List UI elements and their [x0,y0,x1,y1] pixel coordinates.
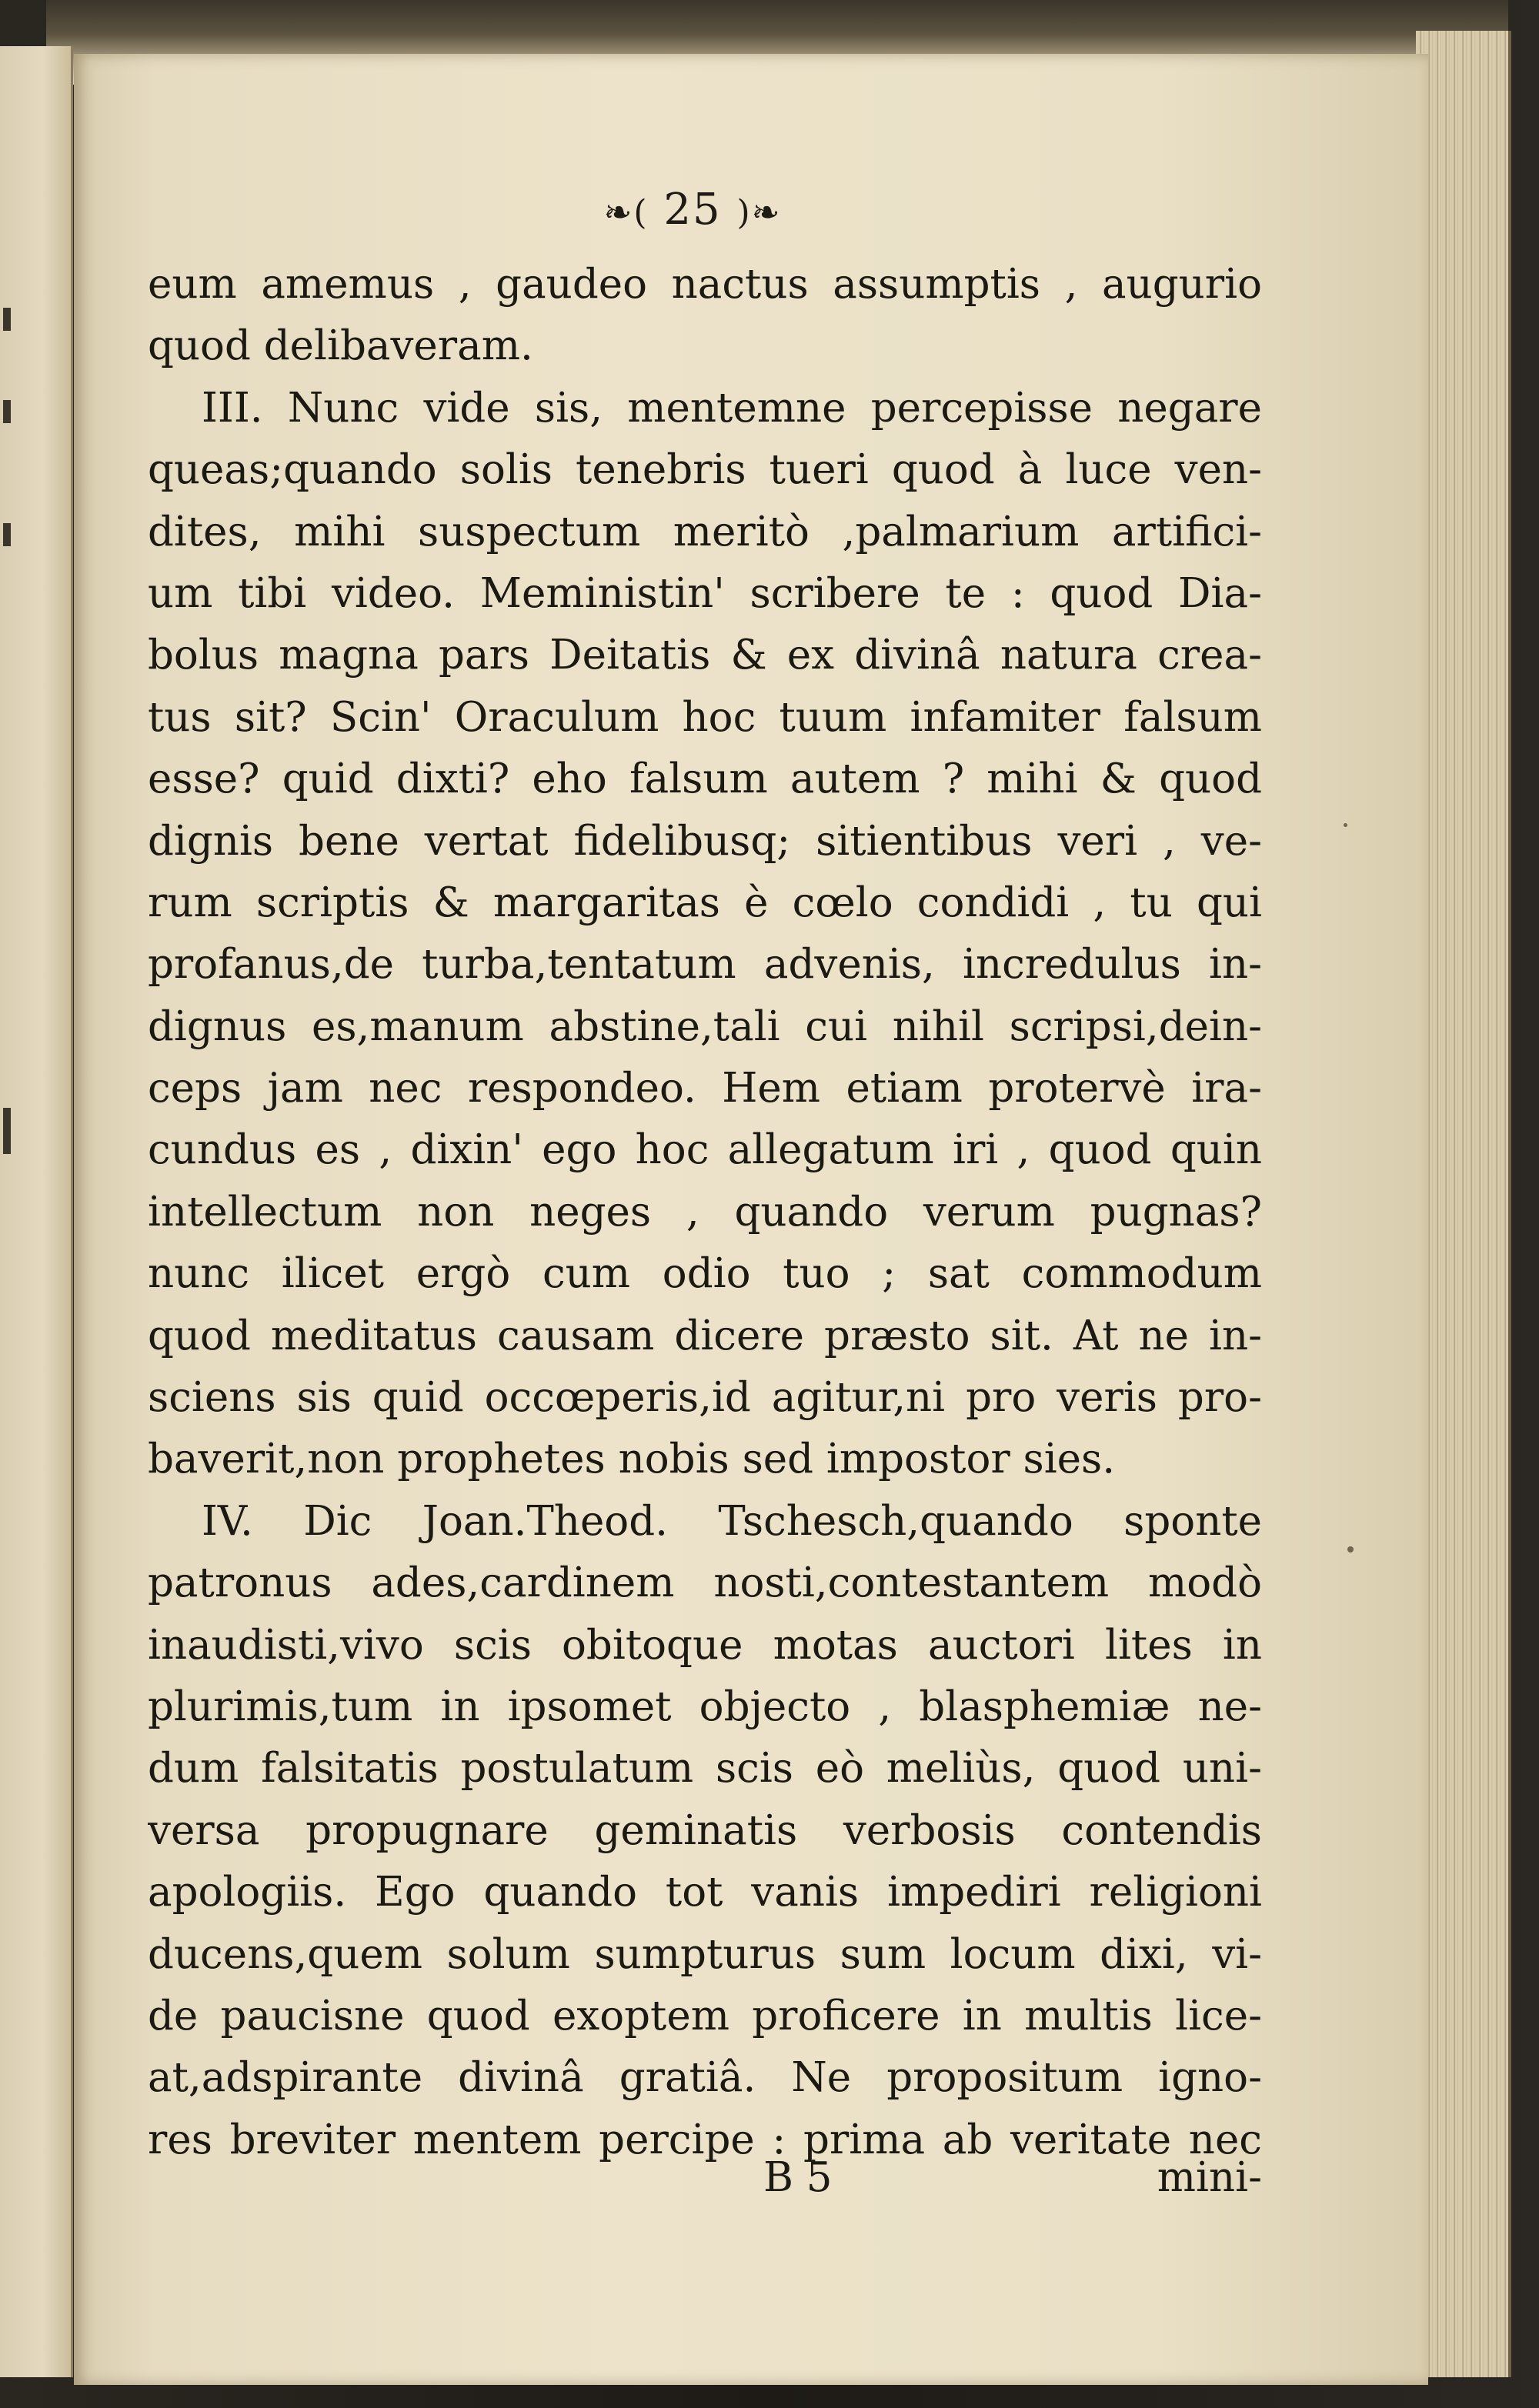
catchword: mini- [1157,2154,1262,2201]
text-fragment [3,523,11,546]
signature-mark: B 5 [763,2154,833,2201]
text-line: versa propugnare geminatis verbosis contendis [148,1806,1262,1854]
text-line: tus sit? Scin' Oraculum hoc tuum infamiter falsum [148,693,1262,741]
text-line: ceps jam nec respondeo. Hem etiam protervè ira- [148,1065,1262,1112]
text-line: esse? quid dixti? eho falsum autem ? mihi & quod [148,755,1262,803]
text-line: profanus,de turba,tentatum advenis, incredulus in- [148,941,1262,989]
text-line: dignis bene vertat fidelibusq; sitientibus veri , ve- [148,817,1262,865]
text-line: quod delibaveram. [148,322,533,370]
text-line: de paucisne quod exoptem proficere in multis lice- [148,1992,1262,2039]
text-line: patronus ades,cardinem nosti,contestantem modò [148,1559,1262,1607]
text-line: bolus magna pars Deitatis & ex divinâ natura crea- [148,632,1262,679]
text-line: um tibi video. Meministin' scribere te : quod Dia- [148,569,1262,617]
text-line: baverit,non prophetes nobis sed impostor sies. [148,1436,1116,1483]
text-line: rum scriptis & margaritas è cœlo condidi , tu qui [148,879,1262,926]
text-line: quod meditatus causam dicere præsto sit. At ne in- [148,1312,1262,1359]
page-footer [148,2154,1262,2216]
text-line: ducens,quem solum sumpturus sum locum dixi, vi- [148,1930,1262,1978]
text-line: nunc ilicet ergò cum odio tuo ; sat commodum [148,1250,1262,1298]
text-line: dum falsitatis postulatum scis eò meliùs, quod uni- [148,1745,1262,1793]
paper-speck [1344,823,1347,827]
text-line: at,adspirante divinâ gratiâ. Ne propositum igno- [148,2054,1262,2102]
text-fragment [3,400,11,423]
paper-speck [1347,1546,1354,1553]
text-line: queas;quando solis tenebris tueri quod à luce ven- [148,446,1262,494]
text-line: intellectum non neges , quando verum pugnas? [148,1188,1262,1236]
text-fragment [3,308,11,331]
text-fragment [3,1108,11,1154]
running-header [462,185,923,246]
text-line: apologiis. Ego quando tot vanis impediri religioni [148,1869,1262,1916]
page-stack-edges [1416,31,1511,2377]
text-line: dignus es,manum abstine,tali cui nihil scripsi,dein- [148,1002,1262,1050]
left-ornament: ❧( [603,193,649,232]
paragraph-start-line: III. Nunc vide sis, mentemne percepisse negare [202,384,1262,432]
body-text [148,254,1262,2171]
text-line: plurimis,tum in ipsomet objecto , blasphemiæ ne- [148,1683,1262,1730]
text-line: sciens sis quid occœperis,id agitur,ni pro veris pro- [148,1374,1262,1422]
page-number: 25 [663,185,722,235]
right-ornament: )❧ [736,193,782,232]
text-line: eum amemus , gaudeo nactus assumptis , augurio [148,261,1262,308]
text-line: cundus es , dixin' ego hoc allegatum iri , quod quin [148,1126,1262,1174]
paragraph-start-line: IV. Dic Joan.Theod. Tschesch,quando sponte [202,1497,1262,1545]
text-line: dites, mihi suspectum meritò ,palmarium artifici- [148,508,1262,555]
text-line: inaudisti,vivo scis obitoque motas auctori lites in [148,1621,1262,1669]
text-line: res breviter mentem percipe : prima ab veritate nec [148,2116,1262,2163]
facing-page-edge [0,46,73,2377]
